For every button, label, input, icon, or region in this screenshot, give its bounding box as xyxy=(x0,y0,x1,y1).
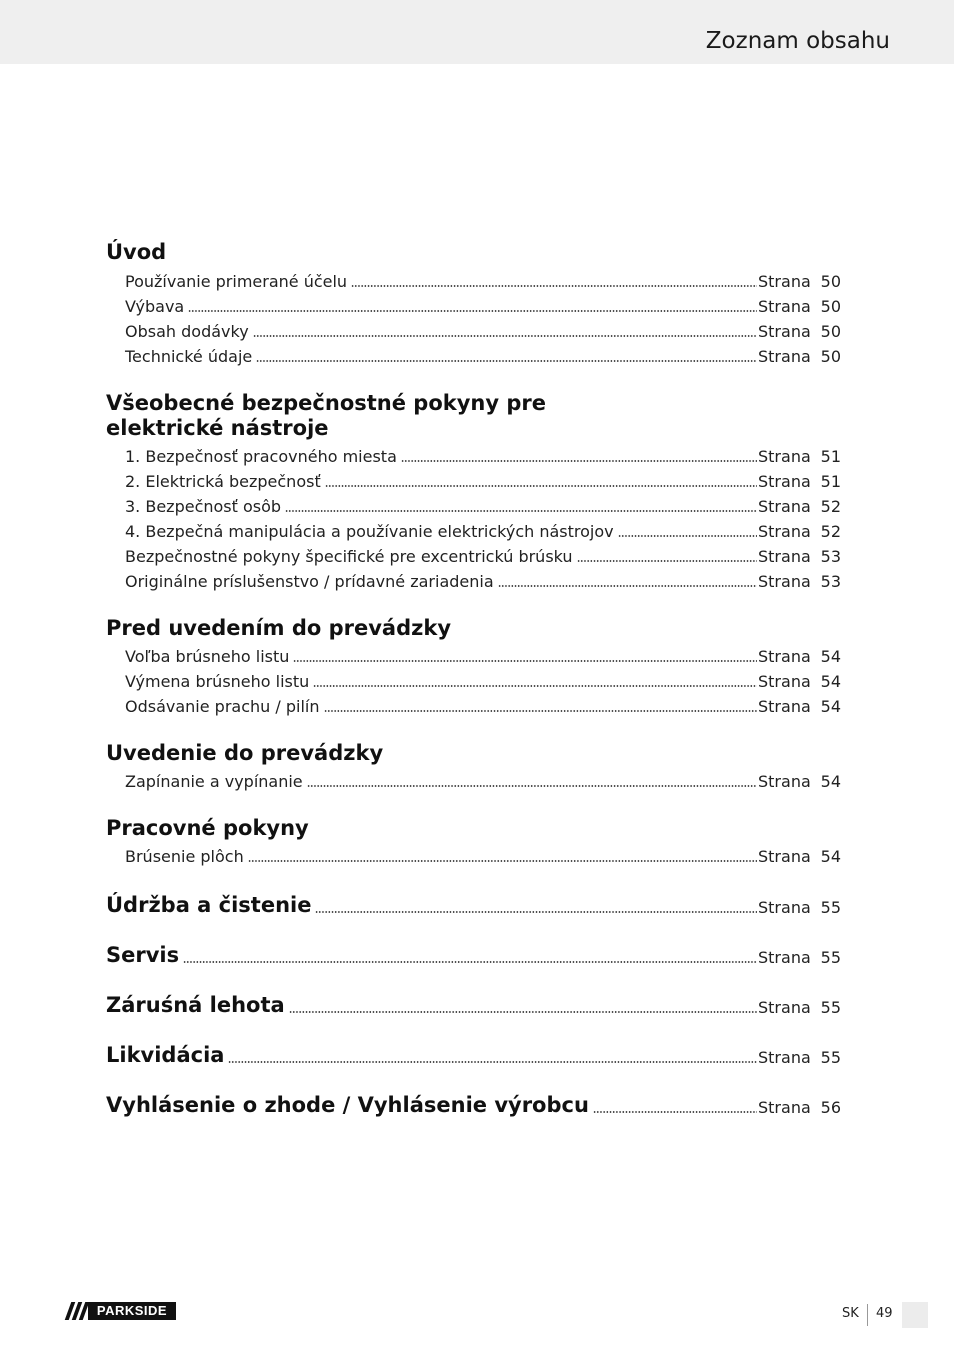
toc-entry-strana: Strana xyxy=(758,647,811,666)
toc-major-entry[interactable] xyxy=(106,1090,841,1118)
logo-brand-text: PARKSIDE xyxy=(88,1302,176,1320)
toc-entry-page: 55 xyxy=(820,1048,841,1067)
toc-entry-strana: Strana xyxy=(758,347,811,366)
dot-leader xyxy=(289,1010,757,1014)
toc-entry-strana: Strana xyxy=(758,547,811,566)
toc-entry[interactable] xyxy=(125,842,841,867)
toc-entry-label: Originálne príslušenstvo / prídavné zariadenia xyxy=(125,572,494,591)
toc-entry-page: 52 xyxy=(820,522,841,541)
toc-entry[interactable] xyxy=(125,542,841,567)
toc-entry-strana: Strana xyxy=(758,447,811,466)
toc-entry-label: Voľba brúsneho listu xyxy=(125,647,290,666)
logo-stripes xyxy=(64,1302,88,1320)
toc-entry-strana: Strana xyxy=(758,672,811,691)
toc-entry[interactable] xyxy=(125,492,841,517)
toc-entry-label: 1. Bezpečnosť pracovného miesta xyxy=(125,447,397,466)
toc-entry-page: 55 xyxy=(820,948,841,967)
section-heading-bezpecnost-line2: elektrické nástroje xyxy=(106,416,329,440)
toc-entry-page: 51 xyxy=(820,472,841,491)
toc-entry-label: 2. Elektrická bezpečnosť xyxy=(125,472,321,491)
dot-leader xyxy=(253,334,757,338)
toc-entry[interactable] xyxy=(125,517,841,542)
dot-leader xyxy=(313,684,757,688)
toc-entry-strana: Strana xyxy=(758,472,811,491)
dot-leader xyxy=(577,559,757,563)
toc-entry-strana: Strana xyxy=(758,772,811,791)
section-heading-pracovne: Pracovné pokyny xyxy=(106,816,309,840)
dot-leader xyxy=(325,484,757,488)
dot-leader xyxy=(324,709,758,713)
footer-divider xyxy=(867,1304,868,1326)
toc-major-entry[interactable] xyxy=(106,940,841,968)
toc-entry-page: 54 xyxy=(820,847,841,866)
toc-entry-page: 50 xyxy=(820,297,841,316)
toc-entry-label: Používanie primerané účelu xyxy=(125,272,348,291)
dot-leader xyxy=(285,509,757,513)
toc-entry-strana: Strana xyxy=(758,572,811,591)
dot-leader xyxy=(593,1110,757,1114)
dot-leader xyxy=(293,659,757,663)
toc-entry-label: Bezpečnostné pokyny špecifické pre excentrickú brúsku xyxy=(125,547,573,566)
toc-entry[interactable] xyxy=(125,342,841,367)
toc-entry[interactable] xyxy=(125,267,841,292)
toc-entry-page: 54 xyxy=(820,697,841,716)
toc-entry-strana: Strana xyxy=(758,322,811,341)
dot-leader xyxy=(498,584,757,588)
toc-entry-page: 54 xyxy=(820,647,841,666)
page-title: Zoznam obsahu xyxy=(705,28,890,54)
toc-entry-page: 50 xyxy=(820,322,841,341)
toc-entry-strana: Strana xyxy=(758,998,811,1017)
toc-entry-strana: Strana xyxy=(758,522,811,541)
dot-leader xyxy=(315,910,757,914)
dot-leader xyxy=(228,1060,757,1064)
toc-entry-page: 50 xyxy=(820,347,841,366)
toc-entry-label: 3. Bezpečnosť osôb xyxy=(125,497,282,516)
toc-entry-strana: Strana xyxy=(758,272,811,291)
toc-entry-page: 51 xyxy=(820,447,841,466)
toc-entry[interactable] xyxy=(125,692,841,717)
toc-entry[interactable] xyxy=(125,767,841,792)
dot-leader xyxy=(256,359,757,363)
toc-entry-strana: Strana xyxy=(758,1048,811,1067)
toc-entry-label: Výmena brúsneho listu xyxy=(125,672,310,691)
toc-entry-label: Údržba a čistenie xyxy=(106,893,312,917)
dot-leader xyxy=(618,534,757,538)
toc-entry[interactable] xyxy=(125,442,841,467)
parkside-logo xyxy=(64,1302,176,1320)
toc-entry-strana: Strana xyxy=(758,697,811,716)
toc-entry-label: Servis xyxy=(106,943,180,967)
toc-entry-page: 54 xyxy=(820,772,841,791)
toc-entry-label: Odsávanie prachu / pilín xyxy=(125,697,320,716)
toc-entry-page: 50 xyxy=(820,272,841,291)
toc-entry-strana: Strana xyxy=(758,297,811,316)
toc-entry[interactable] xyxy=(125,467,841,492)
toc-major-entry[interactable] xyxy=(106,990,841,1018)
section-heading-uvedenie: Uvedenie do prevádzky xyxy=(106,741,384,765)
toc-entry-page: 53 xyxy=(820,547,841,566)
toc-major-entry[interactable] xyxy=(106,1040,841,1068)
toc-entry-page: 54 xyxy=(820,672,841,691)
toc-entry-page: 53 xyxy=(820,572,841,591)
toc-entry-strana: Strana xyxy=(758,948,811,967)
dot-leader xyxy=(351,284,757,288)
dot-leader xyxy=(401,459,757,463)
toc-entry-label: Záruśná lehota xyxy=(106,993,285,1017)
toc-entry-label: Vyhlásenie o zhode / Vyhlásenie výrobcu xyxy=(106,1093,589,1117)
toc-entry-label: Likvidácia xyxy=(106,1043,225,1067)
toc-entry-strana: Strana xyxy=(758,497,811,516)
toc-entry[interactable] xyxy=(125,317,841,342)
header-band xyxy=(0,0,954,64)
toc-entry-strana: Strana xyxy=(758,898,811,917)
section-heading-pred-uvedenim: Pred uvedením do prevádzky xyxy=(106,616,452,640)
toc-entry-page: 52 xyxy=(820,497,841,516)
toc-entry-page: 55 xyxy=(820,898,841,917)
toc-entry-page: 55 xyxy=(820,998,841,1017)
toc-entry-page: 56 xyxy=(820,1098,841,1117)
toc-entry[interactable] xyxy=(125,667,841,692)
toc-major-entry[interactable] xyxy=(106,890,841,918)
dot-leader xyxy=(188,309,757,313)
dot-leader xyxy=(183,960,757,964)
toc-entry-strana: Strana xyxy=(758,1098,811,1117)
toc-entry-label: Obsah dodávky xyxy=(125,322,249,341)
toc-entry[interactable] xyxy=(125,292,841,317)
toc-entry-label: Zapínanie a vypínanie xyxy=(125,772,303,791)
toc-entry[interactable] xyxy=(125,567,841,592)
section-heading-uvod: Úvod xyxy=(106,240,167,264)
footer-language: SK xyxy=(842,1306,859,1321)
section-heading-bezpecnost-line1: Všeobecné bezpečnostné pokyny pre xyxy=(106,391,546,415)
toc-entry-label: Výbava xyxy=(125,297,185,316)
toc-entry-label: Brúsenie plôch xyxy=(125,847,244,866)
toc-entry[interactable] xyxy=(125,642,841,667)
footer-tab-box xyxy=(902,1302,928,1328)
toc-entry-label: 4. Bezpečná manipulácia a používanie elektrických nástrojov xyxy=(125,522,614,541)
dot-leader xyxy=(307,784,757,788)
dot-leader xyxy=(248,859,757,863)
toc-entry-label: Technické údaje xyxy=(125,347,253,366)
footer-page-number: 49 xyxy=(876,1306,893,1321)
toc-entry-strana: Strana xyxy=(758,847,811,866)
